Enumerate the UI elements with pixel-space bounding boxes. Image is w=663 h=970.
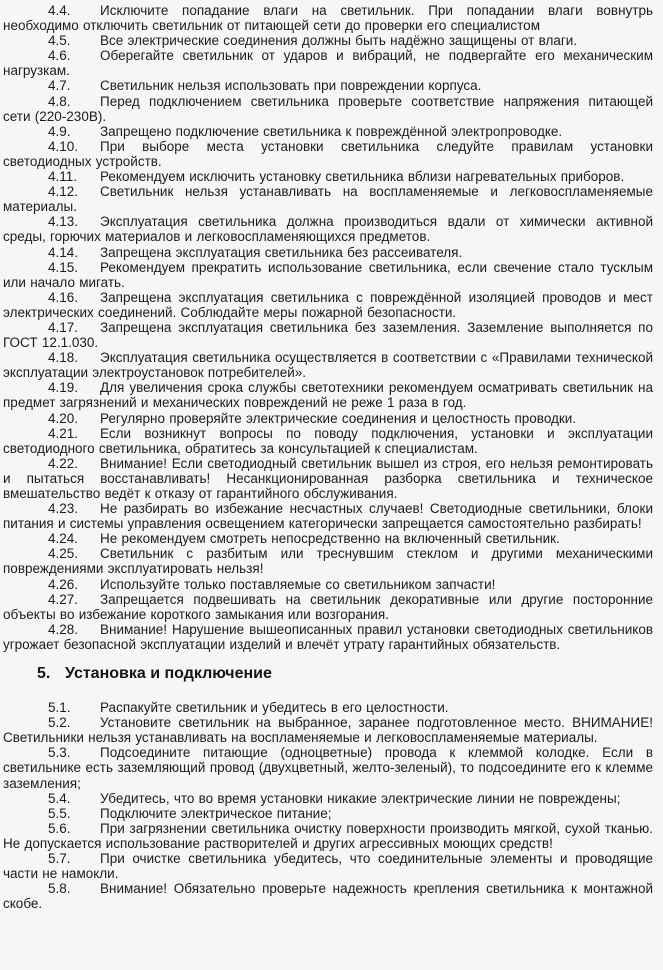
item-text: Эксплуатация светильника осуществляется в соответствии с «Правилами технической эксплуатации электроустановок потребителей». [3, 350, 653, 381]
list-item [3, 350, 653, 380]
item-number: 4.13. [48, 214, 79, 230]
item-number: 4.25. [48, 546, 79, 562]
list-item [3, 33, 653, 48]
item-number: 4.14. [48, 244, 79, 260]
list-item [3, 700, 653, 715]
item-text: Светильник нельзя устанавливать на воспламеняемые и легковоспламеняемые материалы. [3, 184, 653, 215]
list-item [3, 3, 653, 33]
item-number: 4.7. [48, 78, 71, 94]
item-number: 5.5. [48, 805, 71, 821]
list-item [3, 184, 653, 214]
item-text: При очистке светильника убедитесь, что соединительные элементы и проводящие части не намокли. [3, 850, 653, 882]
item-text: Исключите попадание влаги на светильник. При попадании влаги вовнутрь необходимо отключить светильник от питающей сети до проверки его специалистом [3, 3, 653, 34]
list-item [3, 320, 653, 350]
section-5-items [3, 700, 653, 911]
section-5-heading-number: 5. [37, 665, 51, 683]
item-text: Все электрические соединения должны быть надёжно защищены от влаги. [100, 33, 578, 49]
item-text: При выборе места установки светильника следуйте правилам установки светодиодных устройств. [3, 138, 653, 169]
item-number: 4.17. [48, 319, 79, 335]
list-item [3, 821, 653, 851]
item-number: 4.27. [48, 591, 79, 607]
list-item [3, 622, 653, 652]
item-number: 5.7. [48, 850, 71, 866]
list-item [3, 94, 653, 124]
item-text: Запрещается подвешивать на светильник декоративные или другие посторонние объекты во избежание короткого замыкания или возгорания. [3, 591, 653, 622]
list-item [3, 851, 653, 881]
item-number: 4.11. [48, 169, 78, 185]
item-text: Распакуйте светильник и убедитесь в его целостности. [100, 700, 449, 716]
item-number: 4.16. [48, 289, 79, 305]
item-number: 4.9. [48, 123, 71, 139]
list-item [3, 139, 653, 169]
item-text: Запрещена эксплуатация светильника без заземления. Заземление выполняется по ГОСТ 12.1.030. [3, 319, 653, 351]
list-item [3, 745, 653, 790]
item-text: Светильник нельзя использовать при повреждении корпуса. [100, 78, 482, 94]
item-text: Перед подключением светильника проверьте соответствие напряжения питающей сети (220-230В). [3, 93, 653, 124]
item-number: 5.4. [48, 790, 71, 806]
item-text: При загрязнении светильника очистку поверхности производить мягкой, сухой тканью. Не допускается использование растворителей и других агрессивных моющих средств! [3, 820, 653, 851]
list-item [3, 124, 653, 139]
item-text: Используйте только поставляемые со светильником запчасти! [100, 576, 496, 592]
list-item [3, 546, 653, 576]
item-text: Рекомендуем прекратить использование светильника, если свечение стало тусклым или начало мигать. [3, 259, 653, 290]
list-item [3, 48, 653, 78]
item-text: Запрещена эксплуатация светильника с повреждённой изоляцией проводов и мест электрических соединений. Соблюдайте меры пожарной безопасности. [3, 289, 653, 320]
item-text: Установите светильник на выбранное, заранее подготовленное место. ВНИМАНИЕ! Светильники нельзя устанавливать на воспламеняемые и легковоспламеняемые материалы. [3, 715, 653, 746]
item-text: Запрещено подключение светильника к повреждённой электропроводке. [100, 123, 563, 139]
item-number: 4.18. [48, 350, 79, 366]
list-item [3, 214, 653, 244]
item-number: 4.10. [48, 138, 79, 154]
list-item [3, 531, 653, 546]
item-text: Внимание! Если светодиодный светильник вышел из строя, его нельзя ремонтировать и пытаться восстанавливать! Несанкционированная разборка светильника и техническое вмешательство ведёт к отказу от гарантийного обслуживания. [3, 455, 653, 501]
item-number: 4.12. [48, 184, 79, 200]
list-item [3, 577, 653, 592]
item-text: Не рекомендуем смотреть непосредственно на включенный светильник. [100, 531, 560, 547]
list-item [3, 290, 653, 320]
item-text: Для увеличения срока службы светотехники рекомендуем осматривать светильник на предмет загрязнений и механических повреждений не реже 1 раза в год. [3, 380, 653, 411]
list-item [3, 260, 653, 290]
list-item [3, 411, 653, 426]
item-number: 5.3. [48, 745, 71, 761]
item-text: Убедитесь, что во время установки никакие электрические линии не повреждены; [100, 790, 621, 806]
item-text: Не разбирать во избежание несчастных случаев! Светодиодные светильники, блоки питания и системы управления освещением категорически запрещается самостоятельно разбирать! [3, 501, 653, 532]
list-item [3, 592, 653, 622]
item-number: 4.4. [48, 3, 71, 18]
list-item [3, 169, 653, 184]
section-4-items [3, 3, 653, 652]
item-number: 5.2. [48, 715, 71, 731]
item-text: Светильник с разбитым или треснувшим стеклом и другими механическими повреждениями эксплуатировать нельзя! [3, 546, 653, 577]
item-number: 4.19. [48, 380, 79, 396]
list-item [3, 881, 653, 911]
list-item [3, 426, 653, 456]
list-item [3, 806, 653, 821]
item-text: Рекомендуем исключить установку светильника вблизи нагревательных приборов. [100, 169, 625, 185]
item-number: 4.21. [48, 425, 79, 441]
item-text: Внимание! Нарушение вышеописанных правил установки светодиодных светильников угрожает безопасной эксплуатации изделий и влечёт утрату гарантийных обязательств. [3, 621, 653, 652]
item-number: 4.5. [48, 33, 71, 49]
item-text: Запрещена эксплуатация светильника без рассеивателя. [100, 244, 463, 260]
item-number: 5.8. [48, 881, 71, 897]
item-number: 5.1. [48, 700, 71, 716]
item-text: Оберегайте светильник от ударов и вибраций, не подвергайте его механическим нагрузкам. [3, 48, 653, 79]
item-number: 4.24. [48, 531, 79, 547]
item-text: Регулярно проверяйте электрические соединения и целостность проводки. [100, 410, 577, 426]
item-text: Внимание! Обязательно проверьте надежность крепления светильника к монтажной скобе. [3, 881, 653, 912]
item-number: 4.28. [48, 621, 79, 637]
item-number: 4.15. [48, 259, 79, 275]
list-item [3, 501, 653, 531]
list-item [3, 791, 653, 806]
item-text: Эксплуатация светильника должна производиться вдали от химически активной среды, горючих материалов и легковоспламеняющихся предметов. [3, 214, 653, 245]
list-item [3, 78, 653, 93]
section-5-heading [3, 665, 653, 683]
item-number: 4.6. [48, 48, 71, 64]
item-number: 4.23. [48, 501, 79, 517]
list-item [3, 456, 653, 501]
item-number: 4.26. [48, 576, 79, 592]
item-number: 4.22. [48, 455, 79, 471]
item-text: Подсоедините питающие (одноцветные) провода к клеммой колодке. Если в светильнике есть заземляющий провод (двухцветный, желто-зеленый), то подсоедините его к клемме заземления; [3, 745, 653, 791]
section-5-heading-title: Установка и подключение [65, 665, 272, 683]
list-item [3, 245, 653, 260]
list-item [3, 715, 653, 745]
list-item [3, 380, 653, 410]
item-number: 5.6. [48, 820, 71, 836]
item-number: 4.20. [48, 410, 79, 426]
item-text: Подключите электрическое питание; [100, 805, 332, 821]
item-number: 4.8. [48, 93, 71, 109]
item-text: Если возникнут вопросы по поводу подключения, установки и эксплуатации светодиодного светильника, обратитесь за консультацией к специалистам. [3, 425, 653, 456]
